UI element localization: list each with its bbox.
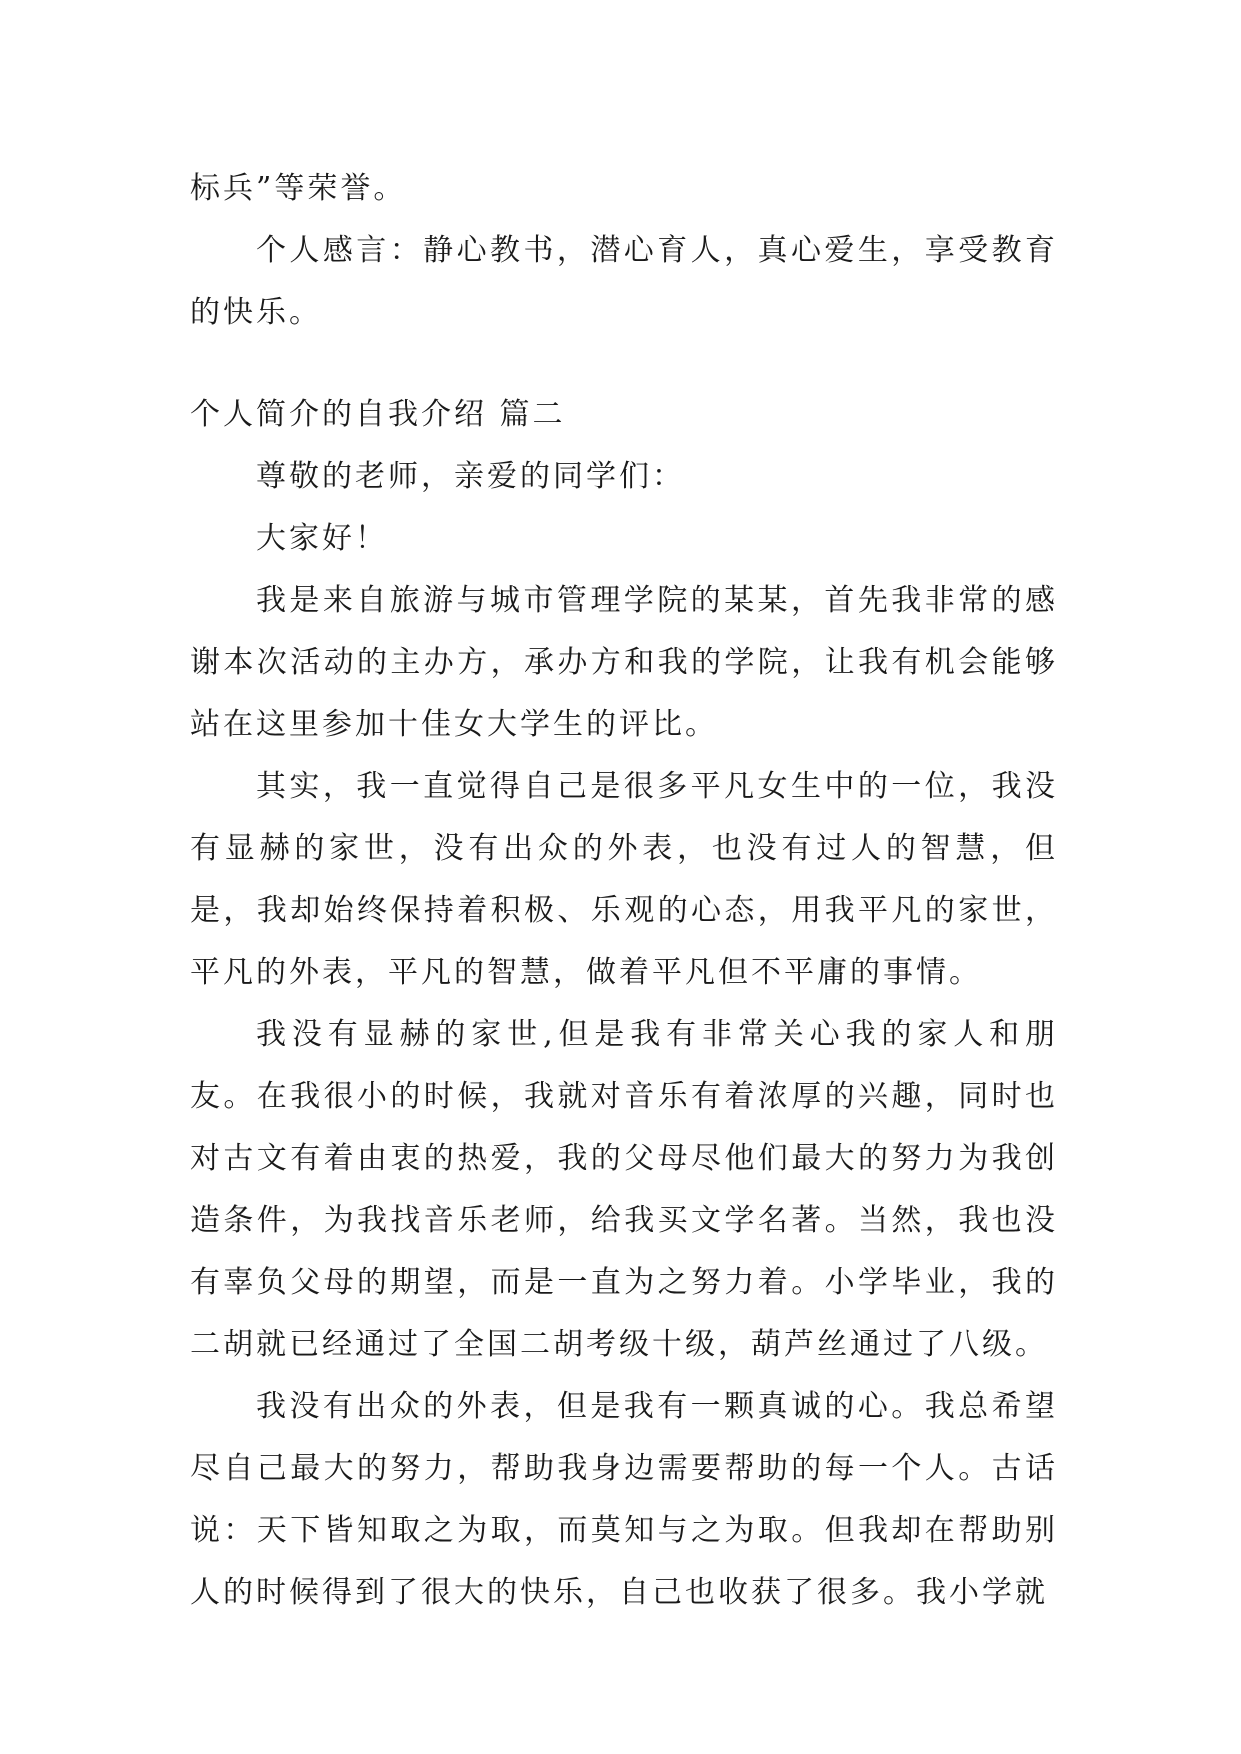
paragraph-honors-end: 标兵”等荣誉。 [190,171,407,206]
section-heading: 个人简介的自我介绍 篇二 [190,397,566,432]
body-paragraph: 我没有显赫的家世,但是我有非常关心我的家人和朋友。在我很小的时候，我就对音乐有着浓厚的兴趣，同时也对古文有着由衷的热爱，我的父母尽他们最大的努力为我创造条件，为我找音乐老师，给我买文学名著。当然，我也没有辜负父母的期望，而是一直为之努力着。小学毕业，我的二胡就已经通过了全国二胡考级十级，葫芦丝通过了八级。 [190,1017,1058,1362]
body-paragraph: 我没有出众的外表，但是我有一颗真诚的心。我总希望尽自己最大的努力，帮助我身边需要帮助的每一个人。古话说：天下皆知取之为取，而莫知与之为取。但我却在帮助别人的时候得到了很大的快乐，自己也收获了很多。我小学就 [190,1389,1058,1610]
paragraph-personal-motto: 个人感言：静心教书，潜心育人，真心爱生，享受教育的快乐。 [190,233,1058,330]
section-spacer [190,344,1058,384]
greeting: 尊敬的老师，亲爱的同学们： [256,459,685,494]
body-paragraph: 其实，我一直觉得自己是很多平凡女生中的一位，我没有显赫的家世，没有出众的外表，也没有过人的智慧，但是，我却始终保持着积极、乐观的心态，用我平凡的家世，平凡的外表，平凡的智慧，做着平凡但不平庸的事情。 [190,769,1058,990]
document-body [190,158,1058,1624]
salutation: 大家好！ [256,521,388,556]
body-paragraph: 我是来自旅游与城市管理学院的某某，首先我非常的感谢本次活动的主办方，承办方和我的学院，让我有机会能够站在这里参加十佳女大学生的评比。 [190,583,1058,742]
